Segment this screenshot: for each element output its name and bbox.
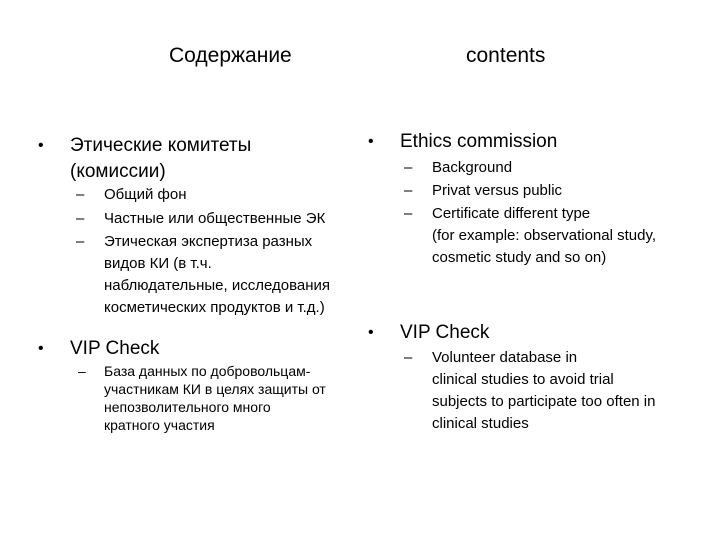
dash-marker: – [404, 205, 413, 222]
left-title: Содержание [169, 44, 292, 67]
bullet-dot: • [368, 324, 374, 341]
right-sub-item-line: Background [432, 159, 513, 176]
left-sub-item-background [76, 184, 187, 206]
left-sub-item-line: косметических продуктов и т.д.) [104, 299, 325, 316]
right-sub-item-certificate [404, 203, 656, 269]
left-sub-item-database [78, 362, 326, 434]
dash-marker: – [76, 186, 85, 203]
left-sub-item-line: Этическая экспертиза разных [104, 233, 313, 250]
right-bullet-ethics-label: Ethics commission [400, 131, 558, 152]
left-sub-item-line: непозволительного много [104, 399, 271, 415]
left-bullet-ethics-line2: (комиссии) [70, 161, 166, 182]
left-sub-item-expertise [76, 231, 331, 319]
right-sub-item-line: Certificate different type [432, 205, 591, 222]
right-sub-item-line: clinical studies to avoid trial [432, 371, 614, 388]
right-sub-item-line: subjects to participate too often in [432, 393, 656, 410]
right-sub-item-line: Volunteer database in [432, 349, 578, 366]
dash-marker: – [404, 349, 413, 366]
right-title: contents [466, 44, 546, 67]
left-sub-item-private-public [76, 208, 326, 230]
right-sub-item-line: (for example: observational study, [432, 227, 656, 244]
left-bullet-ethics [38, 133, 252, 185]
dash-marker: – [76, 210, 85, 227]
left-sub-item-line: База данных по добровольцам- [104, 363, 311, 379]
dash-marker: – [404, 159, 413, 176]
right-bullet-vip-check [368, 320, 490, 346]
bullet-dot: • [38, 340, 44, 357]
left-bullet-vip-check [38, 336, 160, 362]
right-sub-item-database [404, 347, 656, 435]
left-sub-item-line: наблюдательные, исследования [104, 277, 331, 294]
left-sub-item-line: кратного участия [104, 417, 215, 433]
bullet-dot: • [368, 133, 374, 150]
left-sub-item-line: видов КИ (в т.ч. [104, 255, 212, 272]
left-sub-item-line: Частные или общественные ЭК [104, 210, 326, 227]
right-sub-item-line: clinical studies [432, 415, 529, 432]
left-bullet-ethics-line1: Этические комитеты [70, 135, 252, 156]
dash-marker: – [78, 363, 86, 379]
bullet-dot: • [38, 137, 44, 154]
right-sub-item-line: Privat versus public [432, 182, 563, 199]
dash-marker: – [76, 233, 85, 250]
left-sub-item-line: участникам КИ в целях защиты от [104, 381, 326, 397]
dash-marker: – [404, 182, 413, 199]
right-sub-item-background [404, 157, 513, 179]
left-sub-item-line: Общий фон [104, 186, 187, 203]
left-bullet-vip-check-label: VIP Check [70, 338, 160, 359]
right-bullet-ethics [368, 129, 558, 155]
right-sub-item-private-public [404, 180, 563, 202]
right-bullet-vip-check-label: VIP Check [400, 322, 490, 343]
right-sub-item-line: cosmetic study and so on) [432, 249, 607, 266]
